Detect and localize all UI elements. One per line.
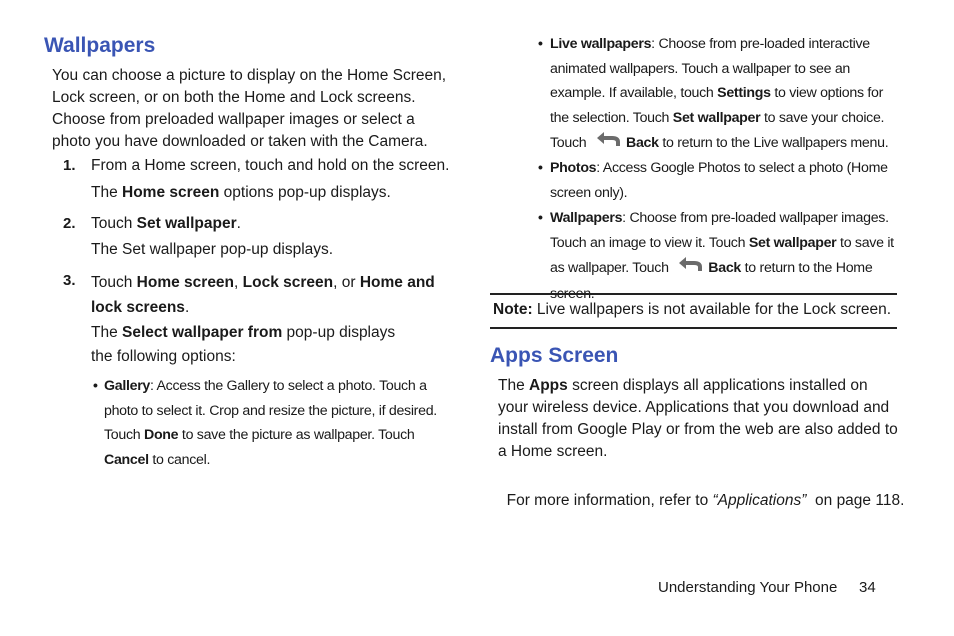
- back-arrow-icon: [592, 130, 624, 157]
- note: Note: Live wallpapers is not available for the Lock screen.: [493, 301, 892, 318]
- applications-link[interactable]: “Applications”: [712, 492, 807, 509]
- wallpapers-option: Wallpapers: Choose from pre-loaded wallpaper images. Touch an image to view it. Touch Set wallpaper to save it as wallpaper. Touch Back to return to the Home screen.: [550, 210, 894, 302]
- photos-bullet: •: [538, 159, 543, 175]
- photos-option: Photos: Access Google Photos to select a photo (Home screen only).: [550, 160, 888, 201]
- step-3-text: Touch Home screen, Lock screen, or Home and lock screens.: [91, 274, 435, 316]
- step-2-result: The Set wallpaper pop-up displays.: [91, 241, 334, 258]
- step-1-result: The Home screen options pop-up displays.: [91, 184, 391, 201]
- page-number: 34: [859, 579, 876, 596]
- wallpapers-bullet: •: [538, 209, 543, 225]
- apps-screen-heading: Apps Screen: [490, 344, 619, 367]
- gallery-bullet: •: [93, 377, 98, 393]
- step-3-result: The Select wallpaper from pop-up displays the following options:: [91, 324, 396, 365]
- live-wallpapers-bullet: •: [538, 35, 543, 51]
- note-top-rule: [490, 293, 897, 295]
- apps-screen-paragraph: The Apps screen displays all applications installed on your wireless device. Applications that you download and install from Google Play or from the web are also added to a Home screen.: [498, 377, 898, 460]
- wallpapers-intro: You can choose a picture to display on the Home Screen, Lock screen, or on both the Home and Lock screens. Choose from preloaded wallpaper images or select a photo you have downloaded or taken with the Camera.: [52, 67, 447, 150]
- note-bottom-rule: [490, 327, 897, 329]
- step-1-number: 1.: [63, 157, 76, 174]
- gallery-option: Gallery: Access the Gallery to select a photo. Touch a photo to select it. Crop and resize the picture, if desired. Touch Done to save the picture as wallpaper. Touch Cancel to cancel.: [104, 378, 437, 468]
- wallpapers-heading: Wallpapers: [44, 34, 156, 57]
- step-2-number: 2.: [63, 215, 76, 232]
- back-arrow-icon: [674, 255, 706, 282]
- step-3-number: 3.: [63, 272, 76, 289]
- live-wallpapers-option: Live wallpapers: Choose from pre-loaded interactive animated wallpapers. Touch a wallpaper to see an example. If available, touch Settings to view options for the selection. Touch Set wallpaper to save your choice. Touch Back to return to the Live wallpapers menu.: [550, 32, 900, 157]
- step-2-text: Touch Set wallpaper.: [91, 215, 241, 232]
- footer-section: Understanding Your Phone: [658, 579, 838, 596]
- step-1-text: From a Home screen, touch and hold on the screen.: [91, 157, 450, 174]
- apps-reference: For more information, refer to “Applications” on page 118.: [506, 492, 905, 509]
